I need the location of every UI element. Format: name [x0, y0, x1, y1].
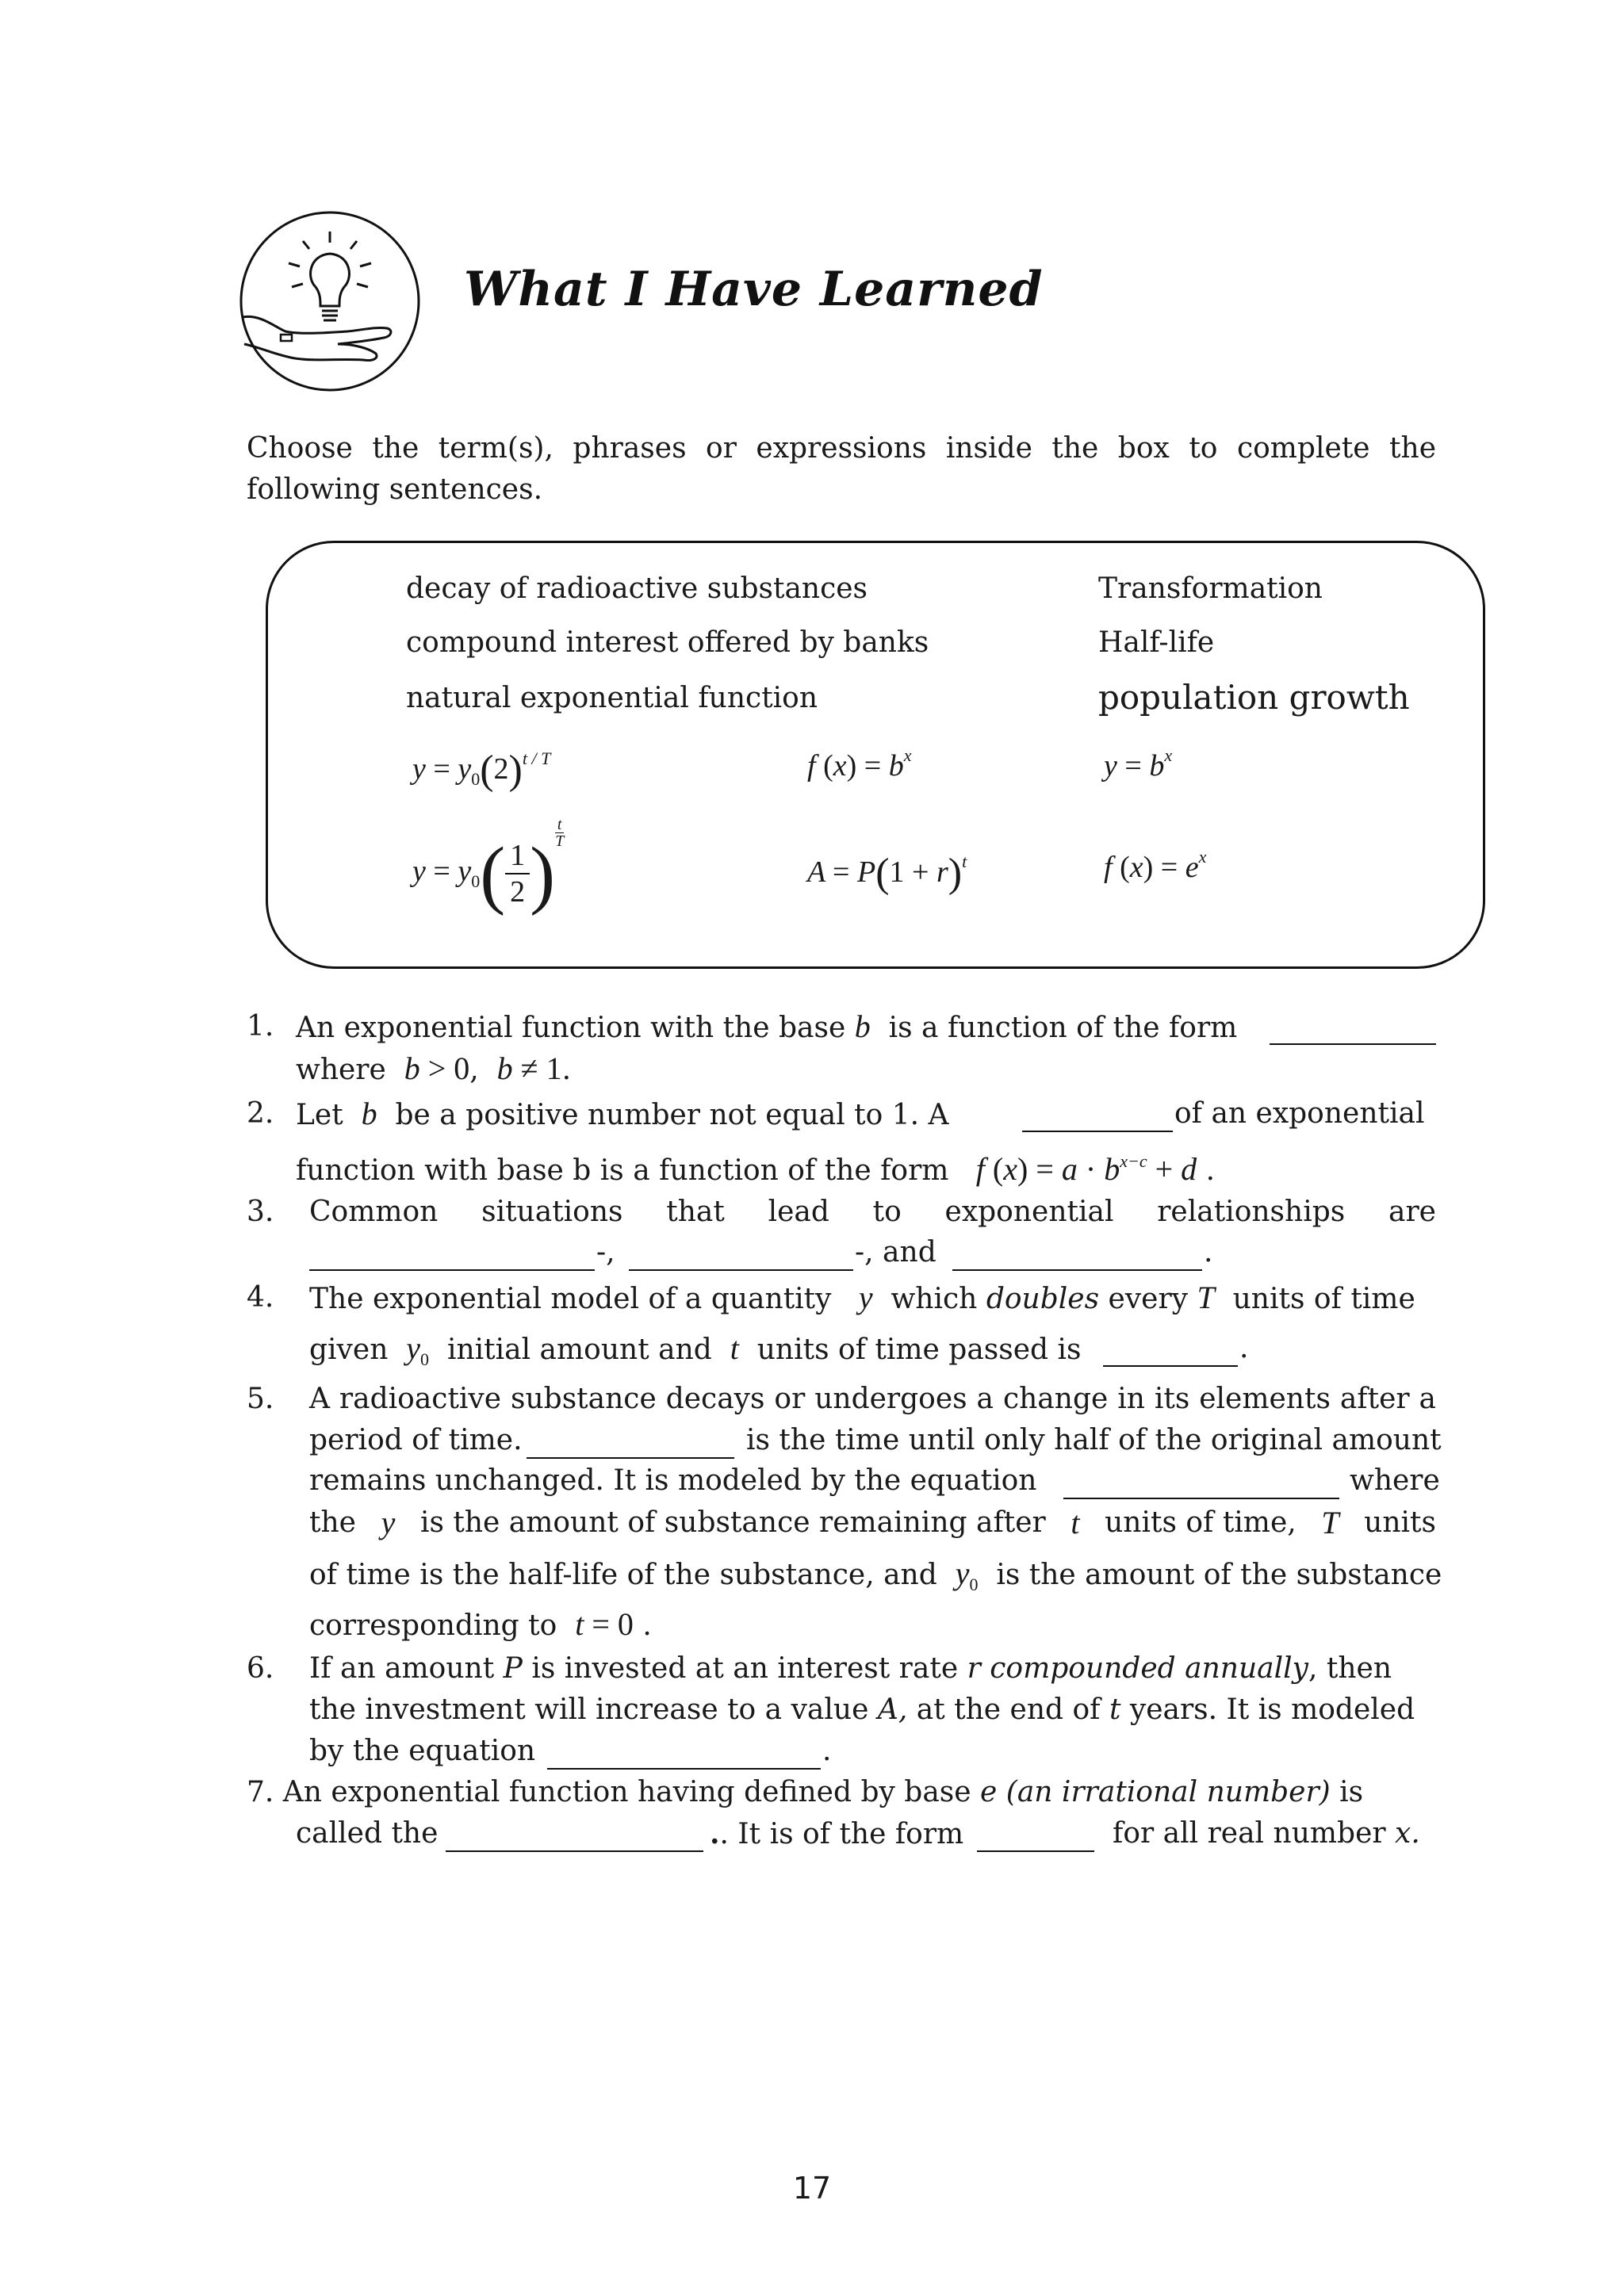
q4-period: . — [1239, 1332, 1249, 1364]
q3-sep-1: -, — [596, 1236, 615, 1269]
question-5-line-2a: period of time. — [309, 1424, 523, 1456]
term-half-life: Half-life — [1098, 626, 1215, 659]
q6-period: . — [822, 1735, 832, 1767]
question-5-line-3a: remains unchanged. It is modeled by the equation — [309, 1464, 1037, 1497]
formula-doubling: $y = y_0(2)^{t / T}$ — [412, 748, 551, 793]
question-2-line-2: function with base b is a function of the form f $(x) = a \cdot b^{x-c} + d$ . — [296, 1151, 1216, 1187]
term-compound-interest: compound interest offered by banks — [406, 626, 929, 659]
q1-blank[interactable] — [1270, 1016, 1436, 1045]
question-6-line-3: by the equation — [309, 1735, 536, 1767]
term-decay: decay of radioactive substances — [406, 572, 868, 605]
q5-blank-2[interactable] — [1063, 1471, 1339, 1499]
question-1-line-1: An exponential function with the base b is a function of the form — [296, 1008, 1238, 1044]
q2-number: 2. — [247, 1097, 274, 1130]
q3-period: . — [1204, 1236, 1213, 1269]
question-4-line-2: given $y_0$ initial amount and t units of time passed is — [309, 1330, 1082, 1369]
q1-number: 1. — [247, 1010, 274, 1043]
question-5-line-4: the y is the amount of substance remaining after t units of time, T units — [309, 1505, 1436, 1540]
question-7-line-2c: for all real number x. — [1113, 1817, 1420, 1850]
q6-blank[interactable] — [547, 1741, 821, 1770]
formula-compound-interest: $A = P(1 + r)^t$ — [807, 851, 967, 896]
formula-exponential-function: f $(x) = b^x$ — [807, 745, 912, 783]
question-5-line-6: corresponding to t = 0 . — [309, 1606, 652, 1642]
q3-number: 3. — [247, 1196, 274, 1228]
question-6-line-2: the investment will increase to a value A, at the end of t years. It is modeled — [309, 1693, 1415, 1726]
formula-natural-exponential: f $(x) = e^x$ — [1104, 847, 1207, 884]
term-transformation: Transformation — [1098, 572, 1323, 605]
formula-half-life: $y = y_0$( $\frac{1}{2}$ ) $\frac{t}{T}$ — [412, 816, 565, 916]
q3-blank-3[interactable] — [952, 1242, 1202, 1271]
lightbulb-hand-icon — [236, 208, 423, 395]
q4-blank[interactable] — [1103, 1338, 1238, 1367]
question-5-line-5: of time is the half-life of the substance, and $y_0$ is the amount of the substance — [309, 1556, 1442, 1594]
instruction-text: Choose the term(s), phrases or expressions inside the box to complete the following sentences. — [247, 432, 1436, 506]
question-7-line-1: 7. An exponential function having defined by base e (an irrational number) is — [247, 1776, 1364, 1808]
question-1-line-2: where b > 0, b ≠ 1. — [296, 1050, 572, 1086]
question-2-line-1-end: of an exponential — [1174, 1097, 1425, 1130]
q4-number: 4. — [247, 1281, 274, 1314]
q7-blank-1[interactable] — [446, 1823, 703, 1852]
q2-blank[interactable] — [1022, 1104, 1173, 1132]
question-6-line-1: If an amount P is invested at an interest rate r compounded annually, then — [309, 1652, 1392, 1685]
q7-blank-2[interactable] — [977, 1823, 1094, 1852]
formula-y-b-x: $y = b^x$ — [1104, 745, 1173, 783]
question-7-line-2a: called the — [296, 1817, 439, 1850]
term-natural-exponential: natural exponential function — [406, 682, 818, 714]
q5-number: 5. — [247, 1383, 274, 1415]
question-5-line-2b: is the time until only half of the original amount — [746, 1424, 1442, 1456]
page-title: What I Have Learned — [464, 262, 1044, 317]
q3-blank-2[interactable] — [629, 1242, 853, 1271]
question-5-line-3b: where — [1350, 1464, 1440, 1497]
q3-blank-1[interactable] — [309, 1242, 595, 1271]
question-4-line-1: The exponential model of a quantity y which doubles every T units of time — [309, 1280, 1415, 1315]
q6-number: 6. — [247, 1652, 274, 1685]
question-5-line-1: A radioactive substance decays or undergoes a change in its elements after a — [309, 1383, 1436, 1415]
page-number: 17 — [792, 2171, 832, 2206]
question-3-line-1: Common situations that lead to exponential relationships are — [309, 1196, 1436, 1228]
q3-sep-2: -, and — [855, 1236, 936, 1269]
q5-blank-1[interactable] — [527, 1430, 734, 1459]
question-2-line-1: Let b be a positive number not equal to 1. A — [296, 1096, 949, 1131]
question-7-line-2b: .. It is of the form — [710, 1817, 964, 1850]
term-population-growth: population growth — [1098, 678, 1410, 717]
